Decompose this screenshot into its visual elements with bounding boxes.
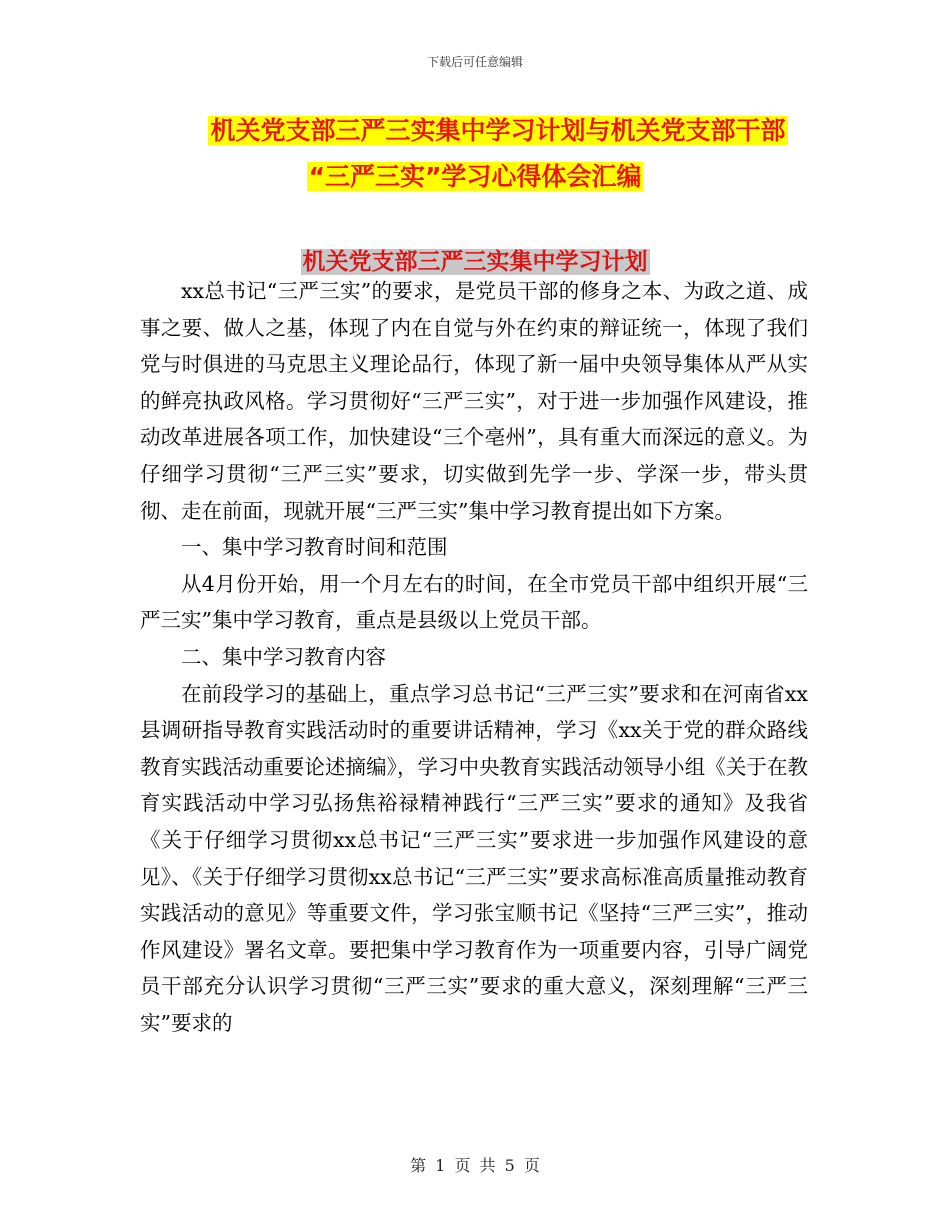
body-paragraph-content: 在前段学习的基础上，重点学习总书记“三严三实”要求和在河南省xx县调研指导教育实践活动时的重要讲话精神，学习《xx关于党的群众路线教育实践活动重要论述摘编》，学习中央教育实践活动领导小组《关于在教育实践活动中学习弘扬焦裕禄精神践行“三严三实”要求的通知》及我省《关于仔细学习贯彻xx总书记“三严三实”要求进一步加强作风建设的意见》、《关于仔细学习贯彻xx总书记“三严三实”要求高标准高质量推动教育实践活动的意见》等重要文件，学习张宝顺书记《坚持“三严三实”，推动作风建设》署名文章。要把集中学习教育作为一项重要内容，引导广阔党员干部充分认识学习贯彻“三严三实”要求的重大意义，深刻理解“三严三实”要求的 xyxy=(140,681,808,1035)
document-body xyxy=(140,273,808,1041)
document-title xyxy=(0,110,950,198)
page-number-footer: 第 1 页 共 5 页 xyxy=(410,1156,540,1175)
title-line-2-text: “三严三实”学习心得体会汇编 xyxy=(308,162,642,191)
title-line-2 xyxy=(0,156,950,198)
body-heading-content: 二、集中学习教育内容 xyxy=(181,644,386,669)
title-line-1-text: 机关党支部三严三实集中学习计划与机关党支部干部 xyxy=(210,116,786,145)
body-heading-time-scope: 一、集中学习教育时间和范围 xyxy=(181,535,448,560)
section-title-text: 机关党支部三严三实集中学习计划 xyxy=(302,249,648,275)
body-paragraph-intro: xx总书记“三严三实”的要求，是党员干部的修身之本、为政之道、成事之要、做人之基，体现了内在自觉与外在约束的辩证统一，体现了我们党与时俱进的马克思主义理论品行，体现了新一届中央领导集体从严从实的鲜亮执政风格。学习贯彻好“三严三实”，对于进一步加强作风建设，推动改革进展各项工作，加快建设“三个亳州”，具有重大而深远的意义。为仔细学习贯彻“三严三实”要求，切实做到先学一步、学深一步，带头贯彻、走在前面，现就开展“三严三实”集中学习教育提出如下方案。 xyxy=(140,279,808,523)
body-paragraph-time-scope: 从4月份开始，用一个月左右的时间，在全市党员干部中组织开展“三严三实”集中学习教育，重点是县级以上党员干部。 xyxy=(140,571,808,633)
title-line-1 xyxy=(0,110,950,152)
page-header-note: 下载后可任意编辑 xyxy=(426,55,523,69)
